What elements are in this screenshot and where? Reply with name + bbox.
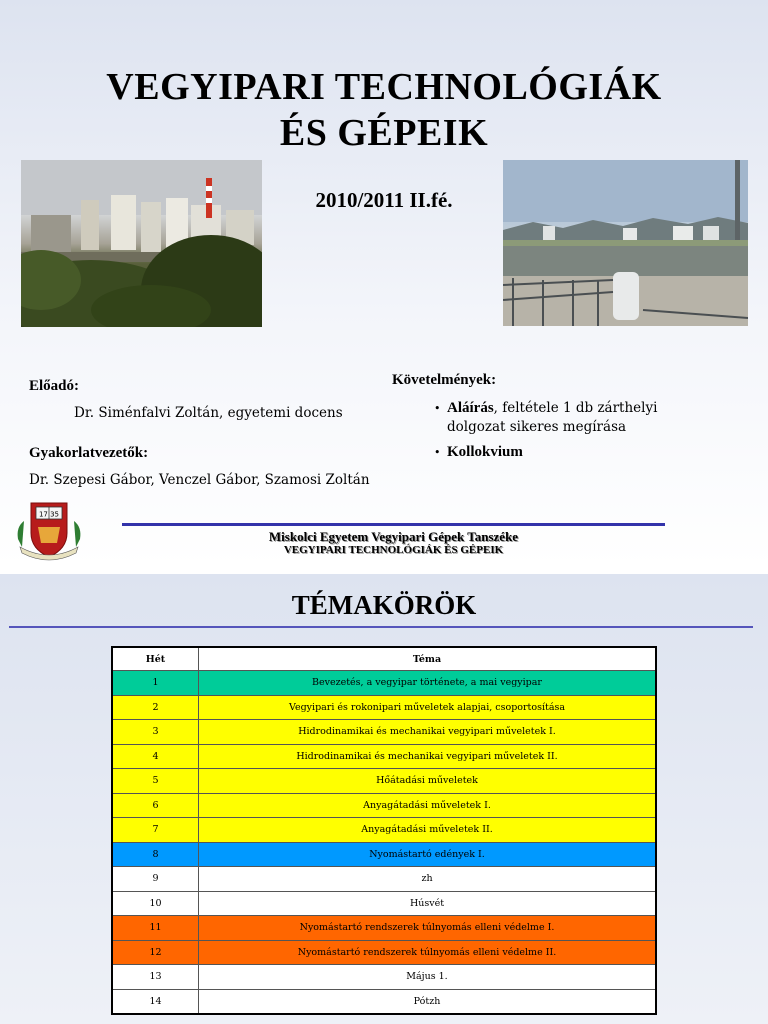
topic-cell: zh [199, 867, 657, 892]
table-row [112, 671, 656, 696]
table-row [112, 916, 656, 941]
topic-cell: Hidrodinamikai és mechanikai vegyipari műveletek II. [199, 744, 657, 769]
week-cell: 4 [112, 744, 199, 769]
week-cell: 1 [112, 671, 199, 696]
table-row [112, 793, 656, 818]
title-line-1: VEGYIPARI TECHNOLÓGIÁK [106, 66, 662, 108]
table-row [112, 695, 656, 720]
week-cell: 8 [112, 842, 199, 867]
topic-cell: Hidrodinamikai és mechanikai vegyipari műveletek I. [199, 720, 657, 745]
footer-divider [122, 523, 665, 526]
table-row [112, 940, 656, 965]
topic-cell: Vegyipari és rokonipari műveletek alapjai, csoportosítása [199, 695, 657, 720]
topic-cell: Anyagátadási műveletek I. [199, 793, 657, 818]
refinery-photo-right [503, 160, 748, 326]
week-cell: 5 [112, 769, 199, 794]
topics-slide [0, 574, 768, 1024]
table-row [112, 769, 656, 794]
week-cell: 13 [112, 965, 199, 990]
table-header-row [112, 647, 656, 671]
slide-title [0, 64, 768, 156]
week-cell: 10 [112, 891, 199, 916]
header-topic: Téma [199, 647, 657, 671]
lecturer-label: Előadó: [29, 378, 80, 394]
week-cell: 7 [112, 818, 199, 843]
topics-table [111, 646, 657, 1015]
table-row [112, 989, 656, 1014]
instructors-label: Gyakorlatvezetők: [29, 445, 149, 461]
refinery-photo-left [21, 160, 262, 327]
topic-cell: Pótzh [199, 989, 657, 1014]
table-row [112, 965, 656, 990]
week-cell: 14 [112, 989, 199, 1014]
requirement-exam-text: Kollokvium [447, 444, 523, 460]
requirement-signature-text-a: , feltétele 1 db zárthelyi [493, 400, 658, 416]
table-row [112, 720, 656, 745]
footer-department: Miskolci Egyetem Vegyipari Gépek Tanszéke [268, 529, 519, 544]
title-line-2: ÉS GÉPEIK [279, 112, 489, 154]
week-cell: 11 [112, 916, 199, 941]
university-crest [14, 497, 84, 563]
semester-label: 2010/2011 II.fé. [315, 188, 453, 212]
topic-cell: Hőátadási műveletek [199, 769, 657, 794]
instructors-names: Dr. Szepesi Gábor, Venczel Gábor, Szamosi Zoltán [29, 472, 370, 488]
topic-cell: Nyomástartó rendszerek túlnyomás elleni védelme I. [199, 916, 657, 941]
week-cell: 3 [112, 720, 199, 745]
requirement-signature-text-b: dolgozat sikeres megírása [447, 419, 627, 435]
requirements-label: Követelmények: [392, 372, 497, 388]
topic-cell: Bevezetés, a vegyipar története, a mai vegyipar [199, 671, 657, 696]
table-row [112, 842, 656, 867]
table-row [112, 867, 656, 892]
crest-year: 17 35 [38, 510, 60, 519]
topic-cell: Húsvét [199, 891, 657, 916]
header-week: Hét [112, 647, 199, 671]
requirement-signature: • Aláírás, feltétele 1 db zárthelyi dolgozat sikeres megírása [434, 400, 658, 435]
table-row [112, 818, 656, 843]
topics-heading: TÉMAKÖRÖK [291, 590, 477, 620]
topic-cell: Nyomástartó edények I. [199, 842, 657, 867]
footer-course: VEGYIPARI TECHNOLÓGIÁK ÉS GÉPEIK [283, 544, 504, 556]
topic-cell: Nyomástartó rendszerek túlnyomás elleni védelme II. [199, 940, 657, 965]
week-cell: 12 [112, 940, 199, 965]
requirement-signature-bold: Aláírás [447, 400, 494, 416]
lecturer-name: Dr. Siménfalvi Zoltán, egyetemi docens [74, 405, 343, 421]
week-cell: 2 [112, 695, 199, 720]
topic-cell: Május 1. [199, 965, 657, 990]
topic-cell: Anyagátadási műveletek II. [199, 818, 657, 843]
requirement-exam: • Kollokvium [434, 444, 523, 460]
week-cell: 9 [112, 867, 199, 892]
table-row [112, 744, 656, 769]
heading-divider [9, 626, 753, 628]
table-row [112, 891, 656, 916]
week-cell: 6 [112, 793, 199, 818]
